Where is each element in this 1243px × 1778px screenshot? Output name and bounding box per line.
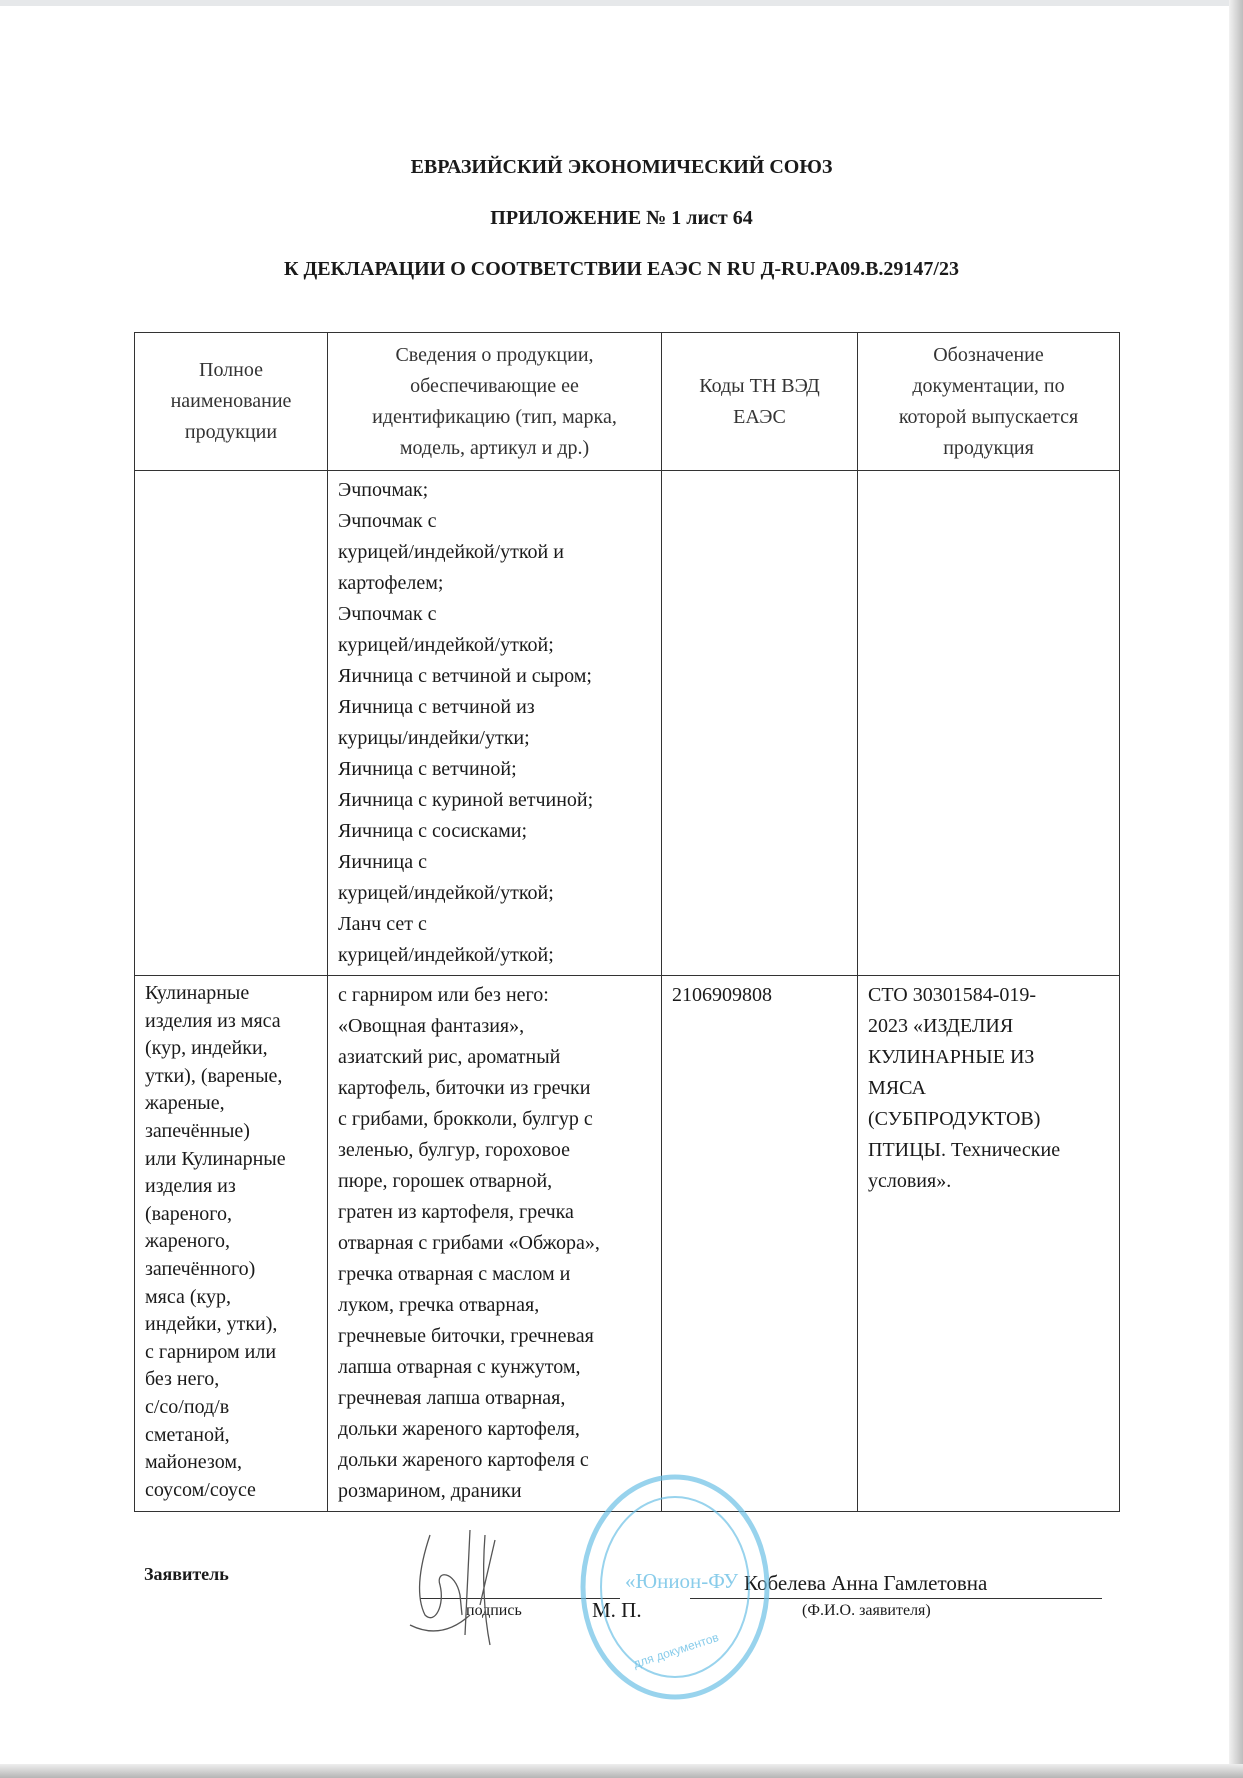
text-line: с гарниром или bbox=[145, 1340, 277, 1363]
text-line: майонезом, bbox=[145, 1451, 242, 1474]
text-line: ЕАЭС bbox=[733, 405, 786, 428]
scan-edge-top bbox=[0, 0, 1243, 6]
text-line: (кур, индейки, bbox=[145, 1037, 268, 1060]
column-header-doc bbox=[858, 333, 1120, 471]
text-line: Яичница с ветчиной; bbox=[338, 758, 517, 780]
text-line: пюре, горошек отварной, bbox=[338, 1170, 553, 1192]
text-line: Эчпочмак; bbox=[338, 479, 429, 501]
text-line: СТО 30301584-019- bbox=[868, 984, 1037, 1006]
text-line: Яичница с сосисками; bbox=[338, 820, 528, 842]
text-line: продукции bbox=[184, 421, 278, 443]
text-line: гречка отварная с маслом и bbox=[338, 1263, 571, 1285]
text-line: (вареного, bbox=[145, 1202, 233, 1225]
text-line: жареного, bbox=[145, 1230, 230, 1253]
text-line: картофелем; bbox=[338, 572, 444, 594]
cell-info bbox=[328, 471, 662, 976]
column-header-name bbox=[135, 333, 328, 471]
text-line: гречневая лапша отварная, bbox=[338, 1387, 566, 1409]
cell-doc bbox=[858, 471, 1120, 976]
union-title: ЕВРАЗИЙСКИЙ ЭКОНОМИЧЕСКИЙ СОЮЗ bbox=[410, 156, 833, 178]
signature-caption: подпись bbox=[466, 1602, 522, 1619]
text-line: зеленью, булгур, гороховое bbox=[338, 1139, 570, 1161]
applicant-name: Кобелева Анна Гамлетовна bbox=[744, 1571, 988, 1595]
cell-code bbox=[662, 976, 858, 1512]
text-line: курицей/индейкой/уткой; bbox=[338, 944, 554, 966]
text-line: Коды ТН ВЭД bbox=[699, 374, 820, 397]
text-line: Сведения о продукции, bbox=[395, 343, 594, 366]
cell-code bbox=[662, 471, 858, 976]
text-line: картофель, биточки из гречки bbox=[338, 1077, 591, 1099]
text-line: Эчпочмак с bbox=[338, 510, 437, 532]
cell-name bbox=[135, 471, 328, 976]
text-line: которой выпускается bbox=[898, 405, 1079, 428]
text-line: Ланч сет с bbox=[338, 913, 427, 935]
text-line: дольки жареного картофеля с bbox=[338, 1449, 589, 1471]
text-line: изделия из мяса bbox=[145, 1009, 281, 1032]
table-header-row bbox=[135, 333, 1120, 471]
text-line: соусом/соусе bbox=[145, 1478, 256, 1501]
cell-name bbox=[135, 976, 328, 1512]
text-line: «Овощная фантазия», bbox=[338, 1015, 525, 1037]
text-line: отварная с грибами «Обжора», bbox=[338, 1232, 600, 1254]
text-line: условия». bbox=[868, 1170, 952, 1192]
column-header-code bbox=[662, 333, 858, 471]
text-line: КУЛИНАРНЫЕ ИЗ bbox=[868, 1046, 1035, 1068]
text-line: курицы/индейки/утки; bbox=[338, 727, 530, 749]
text-line: розмарином, драники bbox=[338, 1480, 522, 1502]
text-line: (СУБПРОДУКТОВ) bbox=[868, 1108, 1041, 1130]
text-line: гратен из картофеля, гречка bbox=[338, 1201, 574, 1223]
text-line: Полное bbox=[199, 359, 263, 381]
table-row bbox=[135, 976, 1120, 1512]
stamp-center-text: «Юнион-ФУ bbox=[625, 1569, 739, 1593]
text-line: изделия из bbox=[145, 1175, 236, 1198]
column-header-info bbox=[328, 333, 662, 471]
text-line: Эчпочмак с bbox=[338, 603, 437, 625]
name-caption: (Ф.И.О. заявителя) bbox=[802, 1602, 931, 1619]
text-line: утки), (вареные, bbox=[145, 1064, 283, 1087]
text-line: без него, bbox=[145, 1368, 220, 1391]
products-table bbox=[134, 332, 1120, 1512]
text-line: Яичница с bbox=[338, 851, 427, 873]
text-line: МЯСА bbox=[868, 1077, 926, 1099]
text-line: жареные, bbox=[145, 1092, 225, 1115]
text-line: идентификацию (тип, марка, bbox=[372, 405, 617, 428]
text-line: Кулинарные bbox=[145, 982, 250, 1004]
stamp-place-label: М. П. bbox=[592, 1598, 642, 1622]
text-line: модель, артикул и др.) bbox=[399, 436, 590, 459]
text-line: Яичница с ветчиной и сыром; bbox=[338, 665, 592, 687]
signature bbox=[400, 1525, 550, 1655]
text-line: запечённого) bbox=[145, 1257, 256, 1280]
text-line: гречневые биточки, гречневая bbox=[338, 1325, 594, 1347]
text-line: продукция bbox=[943, 436, 1034, 459]
applicant-label: Заявитель bbox=[144, 1564, 229, 1584]
text-line: мяса (кур, bbox=[145, 1285, 231, 1308]
text-line: или Кулинарные bbox=[145, 1147, 286, 1170]
appendix-title: ПРИЛОЖЕНИЕ № 1 лист 64 bbox=[490, 207, 753, 229]
company-stamp bbox=[575, 1470, 775, 1705]
text-line: Яичница с куриной ветчиной; bbox=[338, 789, 594, 811]
text-line: курицей/индейкой/уткой и bbox=[338, 541, 564, 563]
text-line: сметаной, bbox=[145, 1423, 230, 1446]
text-line: 2106909808 bbox=[672, 984, 772, 1006]
text-line: ПТИЦЫ. Технические bbox=[868, 1139, 1061, 1161]
declaration-title: К ДЕКЛАРАЦИИ О СООТВЕТСТВИИ ЕАЭС N RU Д-RU.PA09.B.29147/23 bbox=[284, 258, 959, 280]
cell-doc bbox=[858, 976, 1120, 1512]
table-row bbox=[135, 471, 1120, 976]
text-line: обеспечивающие ее bbox=[410, 374, 579, 397]
text-line: лапша отварная с кунжутом, bbox=[338, 1356, 581, 1378]
text-line: Яичница с ветчиной из bbox=[338, 696, 535, 718]
text-line: с гарниром или без него: bbox=[338, 984, 549, 1006]
svg-text:для документов: для документов bbox=[631, 1630, 721, 1671]
text-line: курицей/индейкой/уткой; bbox=[338, 882, 554, 904]
scan-edge-bottom bbox=[0, 1764, 1243, 1778]
text-line: курицей/индейкой/уткой; bbox=[338, 634, 554, 656]
text-line: с/со/под/в bbox=[145, 1395, 230, 1418]
text-line: дольки жареного картофеля, bbox=[338, 1418, 580, 1440]
text-line: запечённые) bbox=[145, 1119, 250, 1142]
cell-info bbox=[328, 976, 662, 1512]
text-line: 2023 «ИЗДЕЛИЯ bbox=[868, 1015, 1014, 1037]
text-line: Обозначение bbox=[933, 343, 1044, 366]
text-line: азиатский рис, ароматный bbox=[338, 1046, 561, 1068]
text-line: индейки, утки), bbox=[145, 1313, 278, 1336]
text-line: документации, по bbox=[912, 374, 1065, 397]
text-line: наименование bbox=[170, 390, 292, 412]
text-line: луком, гречка отварная, bbox=[338, 1294, 540, 1316]
text-line: с грибами, брокколи, булгур с bbox=[338, 1108, 593, 1130]
